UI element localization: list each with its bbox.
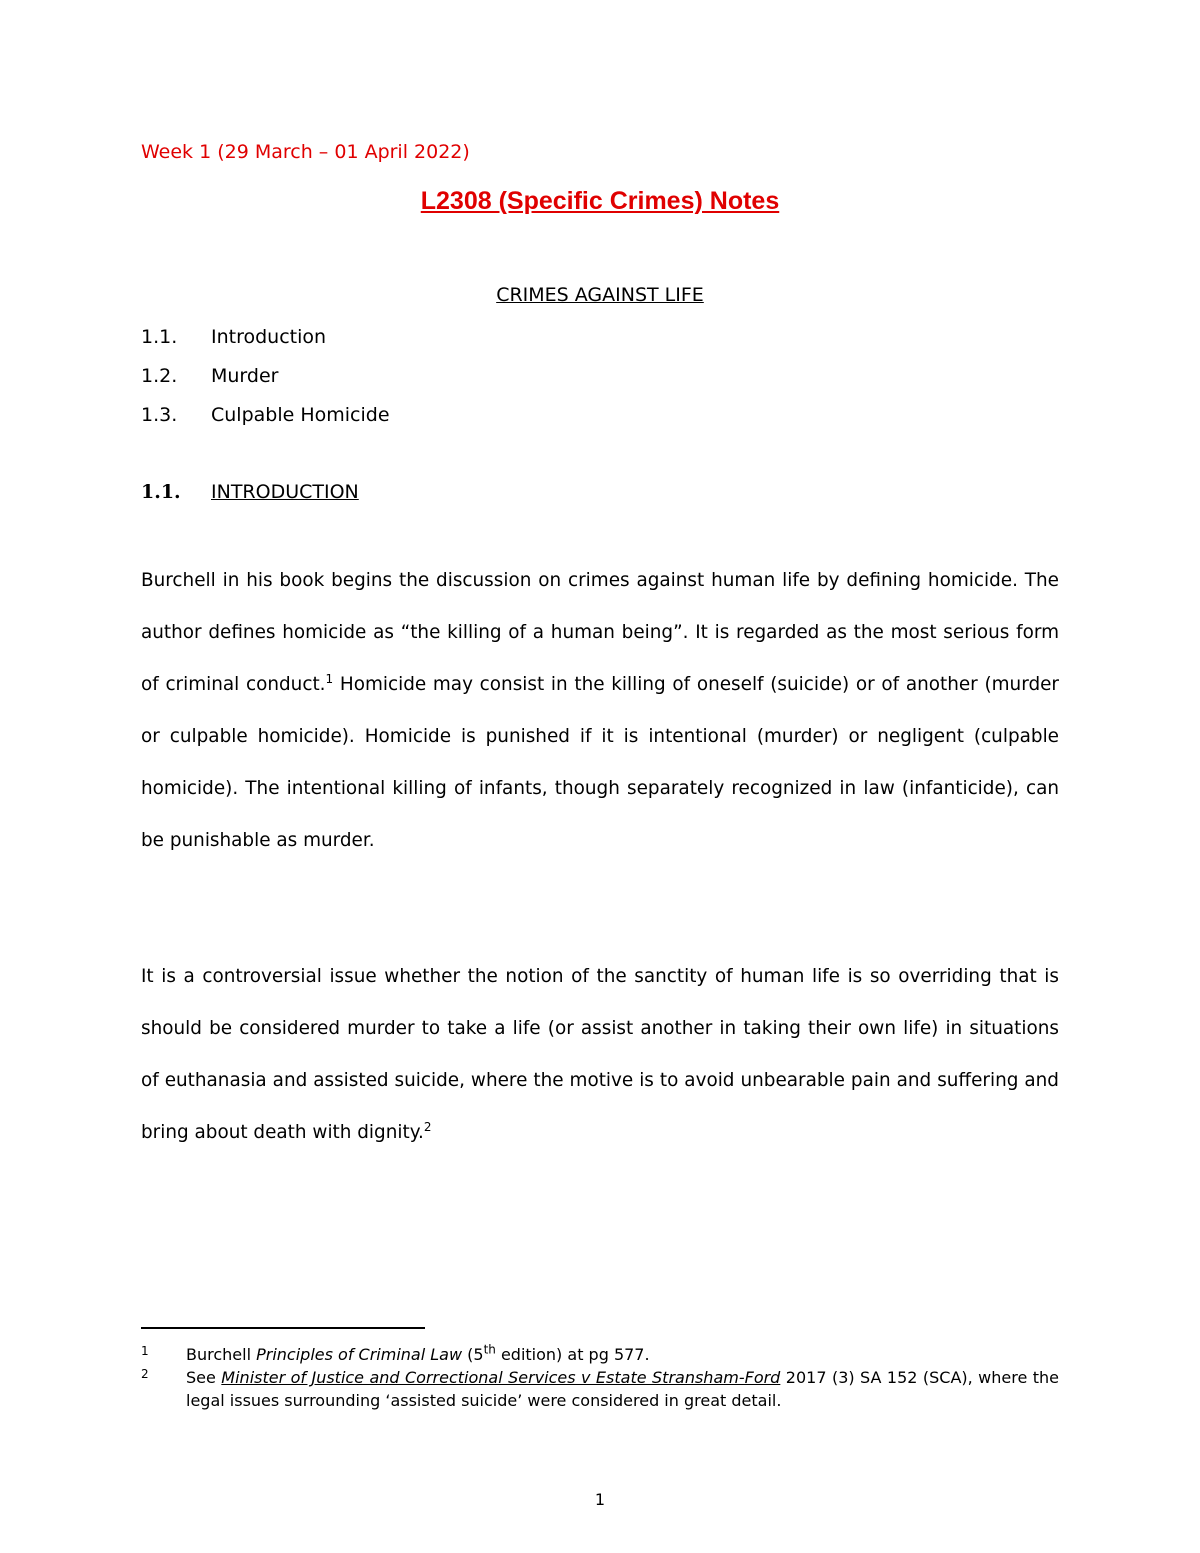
- intro-paragraph-1: [141, 555, 1059, 867]
- intro-heading-number: 1.1.: [141, 481, 181, 503]
- toc-item-label: Culpable Homicide: [211, 404, 390, 426]
- toc-item: [141, 326, 326, 348]
- footnote-superscript: th: [483, 1342, 496, 1357]
- footnote-2: [141, 1366, 1059, 1412]
- footnote-text-part: edition) at pg 577.: [495, 1345, 650, 1364]
- toc-item-number: 1.2.: [141, 365, 178, 387]
- toc-item-number: 1.3.: [141, 404, 178, 426]
- footnote-text: [186, 1366, 1059, 1412]
- footnote-number: 2: [141, 1367, 149, 1381]
- intro-heading: [141, 481, 359, 503]
- footnote-1: [141, 1343, 1059, 1366]
- footnote-ref: 1: [325, 671, 334, 686]
- footnote-ref: 2: [423, 1119, 432, 1134]
- toc-item: [141, 365, 278, 387]
- paragraph-text: It is a controversial issue whether the notion of the sanctity of human life is so overriding that is should be considered murder to take a life (or assist another in taking their own life) in situations of euthanasia and assisted suicide, where the motive is to avoid unbearable pain and suffering and bring about death with dignity.: [141, 966, 1059, 1143]
- toc-item-label: Introduction: [211, 326, 327, 348]
- footnote-text-part: (5: [462, 1345, 484, 1364]
- book-title: Principles of Criminal Law: [256, 1345, 463, 1364]
- intro-heading-text: INTRODUCTION: [211, 481, 359, 503]
- toc-item-number: 1.1.: [141, 326, 178, 348]
- document-title: L2308 (Specific Crimes) Notes: [420, 187, 780, 215]
- intro-paragraph-2: [141, 951, 1059, 1159]
- footnote-separator: [141, 1327, 425, 1329]
- page-number: 1: [594, 1490, 606, 1509]
- toc-item: [141, 404, 390, 426]
- footnote-text-part: See: [186, 1368, 222, 1387]
- toc-item-label: Murder: [211, 365, 279, 387]
- footnote-text-part: 2017 (3) SA 152 (SCA), where the legal issues surrounding ‘assisted suicide’ were considered in great detail.: [186, 1368, 1060, 1410]
- paragraph-text: Burchell in his book begins the discussion on crimes against human life by defining homicide. The author defines homicide as “the killing of a human being”. It is regarded as the most serious form of criminal conduct.: [141, 570, 1059, 695]
- week-label: Week 1 (29 March – 01 April 2022): [141, 141, 470, 163]
- paragraph-text: Homicide may consist in the killing of oneself (suicide) or of another (murder or culpable homicide). Homicide is punished if it is intentional (murder) or negligent (culpable homicide). The intentional killing of infants, though separately recognized in law (infanticide), can be punishable as murder.: [141, 674, 1059, 851]
- footnote-text: [186, 1343, 1059, 1366]
- footnote-text-part: Burchell: [186, 1345, 257, 1364]
- footnote-number: 1: [141, 1344, 149, 1358]
- section-title: CRIMES AGAINST LIFE: [496, 284, 704, 306]
- case-citation: Minister of Justice and Correctional Services v Estate Stransham-Ford: [221, 1368, 781, 1387]
